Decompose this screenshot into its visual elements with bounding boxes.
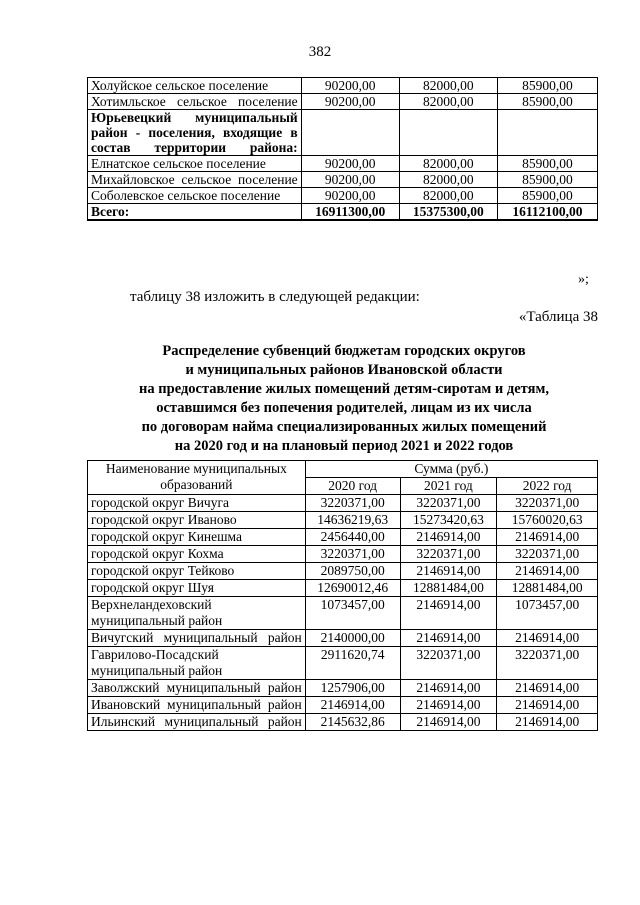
closing-quote-mark: »; xyxy=(578,272,589,287)
value-2020: 1073457,00 xyxy=(305,597,400,630)
value-2021: 12881484,00 xyxy=(400,580,497,597)
title-line: Распределение субвенций бюджетам городских округов xyxy=(162,343,526,359)
table-row xyxy=(88,647,598,680)
value-2021: 3220371,00 xyxy=(400,647,497,680)
value-2021: 2146914,00 xyxy=(400,630,497,647)
value-2020: 14636219,63 xyxy=(305,512,400,529)
row-name: городской округ Кохма xyxy=(88,546,306,563)
value-2021: 2146914,00 xyxy=(400,680,497,697)
value-2020: 2145632,86 xyxy=(305,714,400,731)
value-2021: 2146914,00 xyxy=(400,597,497,630)
table-row xyxy=(88,495,598,512)
row-name: Михайловское сельское поселение xyxy=(88,172,302,188)
value-2020: 2911620,74 xyxy=(305,647,400,680)
value-2021: 82000,00 xyxy=(399,156,497,172)
table-row xyxy=(88,580,598,597)
table-row xyxy=(88,529,598,546)
value-2021: 82000,00 xyxy=(399,172,497,188)
header-year-2020: 2020 год xyxy=(305,478,400,495)
value-2022: 85900,00 xyxy=(497,188,597,204)
value-2022: 85900,00 xyxy=(497,78,597,94)
title-line: по договорам найма специализированных жилых помещений xyxy=(141,419,547,435)
row-name: городской округ Иваново xyxy=(88,512,306,529)
header-name: Наименование муниципальных образований xyxy=(88,461,306,495)
row-name: Вичугский муниципальный район xyxy=(88,630,306,647)
value-2020: 2089750,00 xyxy=(305,563,400,580)
value-2021: 82000,00 xyxy=(399,94,497,110)
title-line: и муниципальных районов Ивановской области xyxy=(185,362,503,378)
table-title xyxy=(80,342,608,456)
value-2021: 82000,00 xyxy=(399,188,497,204)
title-line: оставшимся без попечения родителей, лицам из их числа xyxy=(156,400,532,416)
table-row xyxy=(88,172,598,188)
value-2021: 82000,00 xyxy=(399,78,497,94)
value-2020: 3220371,00 xyxy=(305,495,400,512)
value-2020: 2146914,00 xyxy=(305,697,400,714)
value-2020: 90200,00 xyxy=(301,188,399,204)
header-year-2021: 2021 год xyxy=(400,478,497,495)
value-2022: 1073457,00 xyxy=(497,597,598,630)
table-row xyxy=(88,110,598,156)
header-sum: Сумма (руб.) xyxy=(305,461,597,478)
row-name: Заволжский муниципальный район xyxy=(88,680,306,697)
table-row xyxy=(88,512,598,529)
value-2021: 2146914,00 xyxy=(400,697,497,714)
row-name: Ивановский муниципальный район xyxy=(88,697,306,714)
row-name: городской округ Тейково xyxy=(88,563,306,580)
value-2020: 90200,00 xyxy=(301,172,399,188)
row-name: Елнатское сельское поселение xyxy=(88,156,302,172)
table-reference: «Таблица 38 xyxy=(518,309,598,325)
page-number: 382 xyxy=(308,44,332,60)
row-name: Верхнеландеховский муниципальный район xyxy=(88,597,306,630)
value-2022: 3220371,00 xyxy=(497,546,598,563)
value-2022: 2146914,00 xyxy=(497,529,598,546)
value-2020: 3220371,00 xyxy=(305,546,400,563)
value-2021: 3220371,00 xyxy=(400,495,497,512)
value-2021: 2146914,00 xyxy=(400,714,497,731)
value-2021: 15273420,63 xyxy=(400,512,497,529)
value-2022: 2146914,00 xyxy=(497,563,598,580)
title-line: на предоставление жилых помещений детям-сиротам и детям, xyxy=(139,381,549,397)
value-2022: 2146914,00 xyxy=(497,680,598,697)
table-row xyxy=(88,78,598,94)
value-2020: 2456440,00 xyxy=(305,529,400,546)
row-name: Юрьевецкий муниципальный район - поселения, входящие в состав территории района: xyxy=(88,110,302,156)
value-2020: 90200,00 xyxy=(301,78,399,94)
table-row xyxy=(88,697,598,714)
value-2022: 3220371,00 xyxy=(497,647,598,680)
value-2021: 2146914,00 xyxy=(400,529,497,546)
row-name: городской округ Шуя xyxy=(88,580,306,597)
value-2020: 1257906,00 xyxy=(305,680,400,697)
table-row xyxy=(88,630,598,647)
value-2022: 15760020,63 xyxy=(497,512,598,529)
value-2020: 12690012,46 xyxy=(305,580,400,597)
value-2020: 90200,00 xyxy=(301,94,399,110)
total-label: Всего: xyxy=(88,204,302,221)
table-row xyxy=(88,188,598,204)
value-2022 xyxy=(497,110,597,156)
table-row xyxy=(88,714,598,731)
row-name: Хотимльское сельское поселение xyxy=(88,94,302,110)
table-row xyxy=(88,680,598,697)
table-row xyxy=(88,546,598,563)
value-2022: 85900,00 xyxy=(497,94,597,110)
value-2022: 85900,00 xyxy=(497,156,597,172)
value-2022: 2146914,00 xyxy=(497,714,598,731)
table-subventions xyxy=(87,460,598,731)
header-row xyxy=(88,461,598,478)
table-total-row xyxy=(88,204,598,221)
table-row xyxy=(88,156,598,172)
row-name: городской округ Вичуга xyxy=(88,495,306,512)
instruction-text: таблицу 38 изложить в следующей редакции: xyxy=(130,289,420,305)
value-2022: 85900,00 xyxy=(497,172,597,188)
title-line: на 2020 год и на плановый период 2021 и 2022 годов xyxy=(174,438,514,454)
header-year-2022: 2022 год xyxy=(497,478,598,495)
value-2022: 2146914,00 xyxy=(497,697,598,714)
value-2022: 2146914,00 xyxy=(497,630,598,647)
row-name: Соболевское сельское поселение xyxy=(88,188,302,204)
table-row xyxy=(88,563,598,580)
value-2021 xyxy=(399,110,497,156)
value-2020: 2140000,00 xyxy=(305,630,400,647)
total-2022: 16112100,00 xyxy=(497,204,597,221)
total-2020: 16911300,00 xyxy=(301,204,399,221)
value-2020: 90200,00 xyxy=(301,156,399,172)
value-2021: 3220371,00 xyxy=(400,546,497,563)
value-2021: 2146914,00 xyxy=(400,563,497,580)
total-2021: 15375300,00 xyxy=(399,204,497,221)
value-2022: 12881484,00 xyxy=(497,580,598,597)
row-name: Холуйское сельское поселение xyxy=(88,78,302,94)
table-row xyxy=(88,94,598,110)
row-name: Ильинский муниципальный район xyxy=(88,714,306,731)
table-row xyxy=(88,597,598,630)
value-2020 xyxy=(301,110,399,156)
row-name: городской округ Кинешма xyxy=(88,529,306,546)
table-settlements-continued xyxy=(87,77,598,221)
value-2022: 3220371,00 xyxy=(497,495,598,512)
row-name: Гаврилово-Посадский муниципальный район xyxy=(88,647,306,680)
